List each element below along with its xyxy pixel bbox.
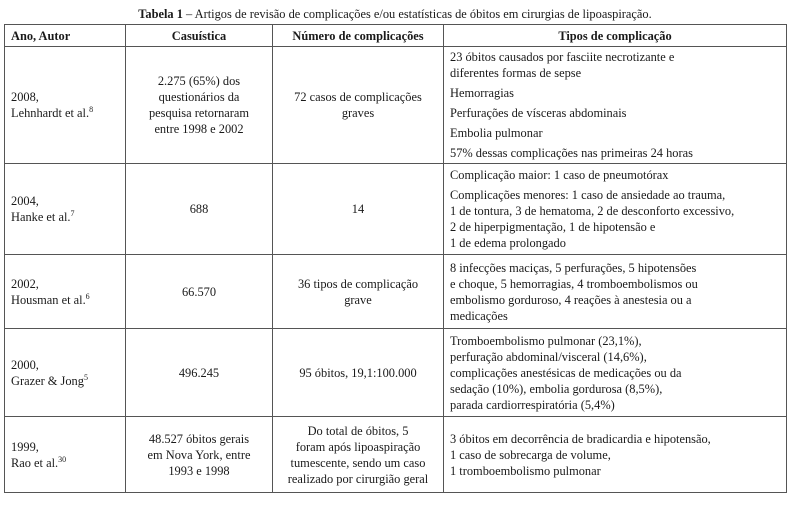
cell-tipos-complicacao	[444, 47, 787, 164]
cell-ano-autor	[5, 255, 126, 329]
cell-ano-autor	[5, 164, 126, 255]
casuistica-line: 1993 e 1998	[168, 463, 230, 478]
year: 2008,	[11, 90, 39, 104]
cell-casuistica	[126, 417, 273, 493]
cell-numero-complicacoes	[273, 329, 444, 417]
header-tipos-complicacao: Tipos de complicação	[444, 25, 787, 47]
tipo-line: sedação (10%), embolia gordurosa (8,5%),	[450, 381, 663, 396]
casuistica-line: em Nova York, entre	[147, 447, 251, 462]
complicacoes-line: 95 óbitos, 19,1:100.000	[299, 365, 417, 380]
cell-ano-autor	[5, 417, 126, 493]
casuistica-line: questionários da	[158, 90, 240, 104]
author-line	[11, 455, 119, 471]
author: Grazer & Jong	[11, 373, 84, 388]
tipo-line: diferentes formas de sepse	[450, 66, 582, 80]
tipo-line: 1 de tontura, 3 de hematoma, 2 de desconforto excessivo,	[450, 204, 735, 218]
author-line	[11, 373, 119, 389]
caption-label: Tabela 1	[138, 7, 183, 21]
author-line	[11, 209, 119, 225]
author-line	[11, 105, 119, 121]
table-row	[5, 164, 787, 255]
reference-number: 8	[89, 104, 94, 114]
tipo-line: 57% dessas complicações nas primeiras 24 horas	[450, 146, 693, 160]
tipo-line: embolismo gorduroso, 4 reações à anestesia ou a	[450, 292, 692, 307]
casuistica-line: 496.245	[178, 365, 220, 380]
casuistica-line: 66.570	[181, 284, 217, 299]
header-numero-complicacoes: Número de complicações	[273, 25, 444, 47]
tipo-line: e choque, 5 hemorragias, 4 tromboembolismos ou	[450, 276, 698, 291]
complicacoes-line: 36 tipos de complicação	[297, 276, 419, 291]
cell-tipos-complicacao	[444, 329, 787, 417]
reference-number: 7	[70, 208, 75, 218]
document	[4, 4, 786, 493]
tipo-line: Complicações menores: 1 caso de ansiedade ao trauma,	[450, 188, 726, 202]
complicacoes-line: graves	[341, 106, 375, 120]
cell-numero-complicacoes	[273, 417, 444, 493]
casuistica-line: pesquisa retornaram	[148, 106, 250, 120]
cell-tipos-complicacao	[444, 255, 787, 329]
cell-numero-complicacoes	[273, 164, 444, 255]
header-ano-autor: Ano, Autor	[5, 25, 126, 47]
tipo-line: medicações	[450, 308, 508, 323]
author: Lehnhardt et al.	[11, 106, 90, 120]
table-row	[5, 47, 787, 164]
year: 1999,	[11, 439, 39, 454]
tipo-line: 2 de hiperpigmentação, 1 de hipotensão e	[450, 220, 656, 234]
cell-ano-autor	[5, 47, 126, 164]
table-row	[5, 255, 787, 329]
tipo-line: 23 óbitos causados por fasciite necrotizante e	[450, 50, 675, 64]
tipo-line: Hemorragias	[450, 86, 514, 100]
complicacoes-line: 14	[351, 202, 365, 216]
tipo-line: 3 óbitos em decorrência de bradicardia e hipotensão,	[450, 431, 711, 446]
tipo-line: 1 de edema prolongado	[450, 236, 566, 250]
cell-casuistica	[126, 47, 273, 164]
cell-casuistica	[126, 329, 273, 417]
tipo-line: 1 caso de sobrecarga de volume,	[450, 447, 611, 462]
header-row	[5, 25, 787, 47]
cell-numero-complicacoes	[273, 255, 444, 329]
year: 2004,	[11, 194, 39, 208]
author: Housman et al.	[11, 292, 86, 307]
complicacoes-line: Do total de óbitos, 5	[307, 423, 409, 438]
table-row	[5, 329, 787, 417]
cell-tipos-complicacao	[444, 417, 787, 493]
tipo-line: 8 infecções maciças, 5 perfurações, 5 hipotensões	[450, 260, 697, 275]
casuistica-line: entre 1998 e 2002	[154, 122, 244, 136]
tipo-line: Tromboembolismo pulmonar (23,1%),	[450, 333, 642, 348]
tipo-line: Embolia pulmonar	[450, 126, 543, 140]
casuistica-line: 48.527 óbitos gerais	[148, 431, 250, 446]
complications-table	[4, 24, 787, 493]
table-caption	[4, 4, 786, 24]
tipo-line: parada cardiorrespiratória (5,4%)	[450, 397, 615, 412]
year: 2002,	[11, 276, 39, 291]
cell-casuistica	[126, 164, 273, 255]
cell-numero-complicacoes	[273, 47, 444, 164]
caption-text: – Artigos de revisão de complicações e/ou estatísticas de óbitos em cirurgias de lipoaspiração.	[182, 7, 652, 21]
complicacoes-line: grave	[344, 292, 372, 307]
tipo-line: Complicação maior: 1 caso de pneumotórax	[450, 168, 669, 182]
author: Rao et al.	[11, 455, 59, 470]
tipo-line: 1 tromboembolismo pulmonar	[450, 463, 601, 478]
complicacoes-line: foram após lipoaspiração	[295, 439, 421, 454]
casuistica-line: 2.275 (65%) dos	[157, 74, 241, 88]
complicacoes-line: realizado por cirurgião geral	[287, 471, 429, 486]
reference-number: 5	[83, 372, 88, 382]
complicacoes-line: tumescente, sendo um caso	[290, 455, 426, 470]
table-row	[5, 417, 787, 493]
author-line	[11, 292, 119, 308]
cell-ano-autor	[5, 329, 126, 417]
casuistica-line: 688	[189, 202, 209, 216]
tipo-line: complicações anestésicas de medicações ou da	[450, 365, 682, 380]
tipo-line: perfuração abdominal/visceral (14,6%),	[450, 349, 647, 364]
reference-number: 6	[85, 291, 90, 301]
header-casuistica: Casuística	[126, 25, 273, 47]
complicacoes-line: 72 casos de complicações	[294, 90, 422, 104]
tipo-line: Perfurações de vísceras abdominais	[450, 106, 627, 120]
cell-tipos-complicacao	[444, 164, 787, 255]
author: Hanke et al.	[11, 210, 71, 224]
cell-casuistica	[126, 255, 273, 329]
reference-number: 30	[58, 454, 67, 464]
year: 2000,	[11, 357, 39, 372]
